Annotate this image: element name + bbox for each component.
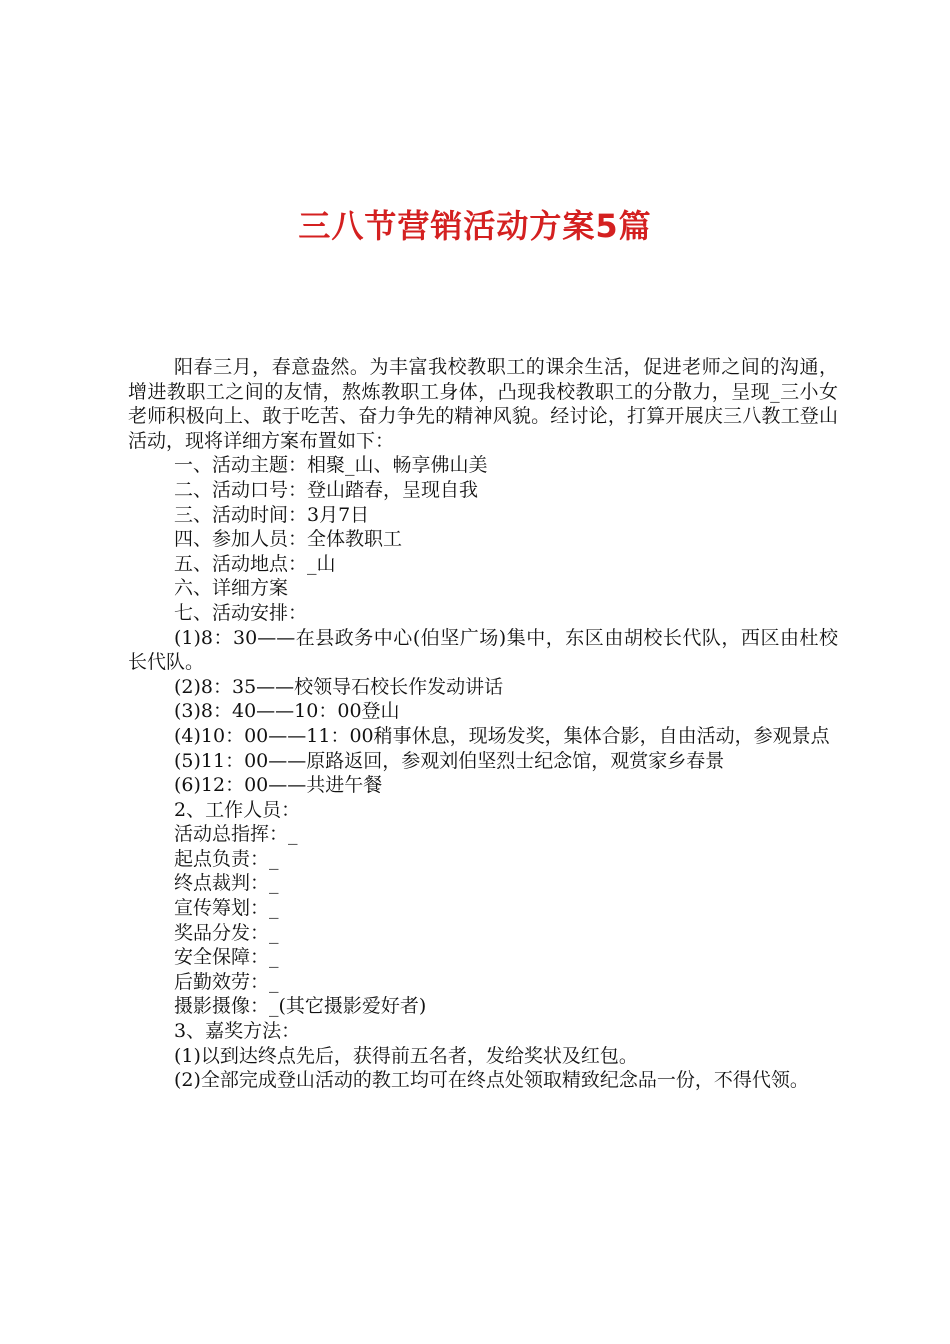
schedule-item: (2)8：35——校领导石校长作发动讲话	[174, 675, 504, 698]
schedule-item: (1)8：30——在县政务中心(伯坚广场)集中，东区由胡校长代队，西区由杜校长代队。	[128, 626, 838, 674]
schedule-heading: 七、活动安排：	[174, 601, 308, 624]
staff-item: 摄影摄像：_(其它摄影爱好者)	[174, 995, 427, 1018]
staff-item: 后勤效劳：_	[174, 970, 279, 993]
staff-item: 奖品分发：_	[174, 921, 279, 944]
activity-time: 三、活动时间：3月7日	[174, 503, 370, 526]
staff-item: 起点负责：_	[174, 847, 279, 870]
document-title: 三八节营销活动方案5篇	[298, 207, 652, 245]
staff-item: 终点裁判：_	[174, 872, 279, 895]
participants: 四、参加人员：全体教职工	[174, 528, 403, 551]
schedule-item: (3)8：40——10：00登山	[174, 700, 400, 723]
detailed-plan-heading: 六、详细方案	[174, 577, 289, 600]
staff-heading: 2、工作人员：	[174, 798, 301, 821]
award-item: (2)全部完成登山活动的教工均可在终点处领取精致纪念品一份，不得代领。	[174, 1069, 809, 1092]
award-item: (1)以到达终点先后，获得前五名者，发给奖状及红包。	[174, 1044, 638, 1067]
award-heading: 3、嘉奖方法：	[174, 1020, 301, 1043]
schedule-item: (6)12：00——共进午餐	[174, 774, 383, 797]
staff-item: 安全保障：_	[174, 946, 279, 969]
activity-theme: 一、活动主题：相聚_山、畅享佛山美	[174, 454, 488, 477]
staff-item: 活动总指挥：_	[174, 823, 298, 846]
intro-paragraph: 阳春三月，春意盎然。为丰富我校教职工的课余生活，促进老师之间的沟通，增进教职工之间的友情，熬炼教职工身体，凸现我校教职工的分散力，呈现_三小女老师积极向上、敢于吃苦、奋力争先的精神风貌。经讨论，打算开展庆三八教工登山活动，现将详细方案布置如下：	[128, 356, 838, 452]
staff-item: 宣传筹划：_	[174, 897, 279, 920]
activity-location: 五、活动地点：_山	[174, 552, 336, 575]
schedule-item: (5)11：00——原路返回，参观刘伯坚烈士纪念馆，观赏家乡春景	[174, 749, 725, 772]
activity-slogan: 二、活动口号：登山踏春，呈现自我	[174, 478, 479, 501]
schedule-item: (4)10：00——11：00稍事休息，现场发奖，集体合影，自由活动，参观景点	[174, 724, 830, 747]
document-body	[128, 355, 838, 1093]
